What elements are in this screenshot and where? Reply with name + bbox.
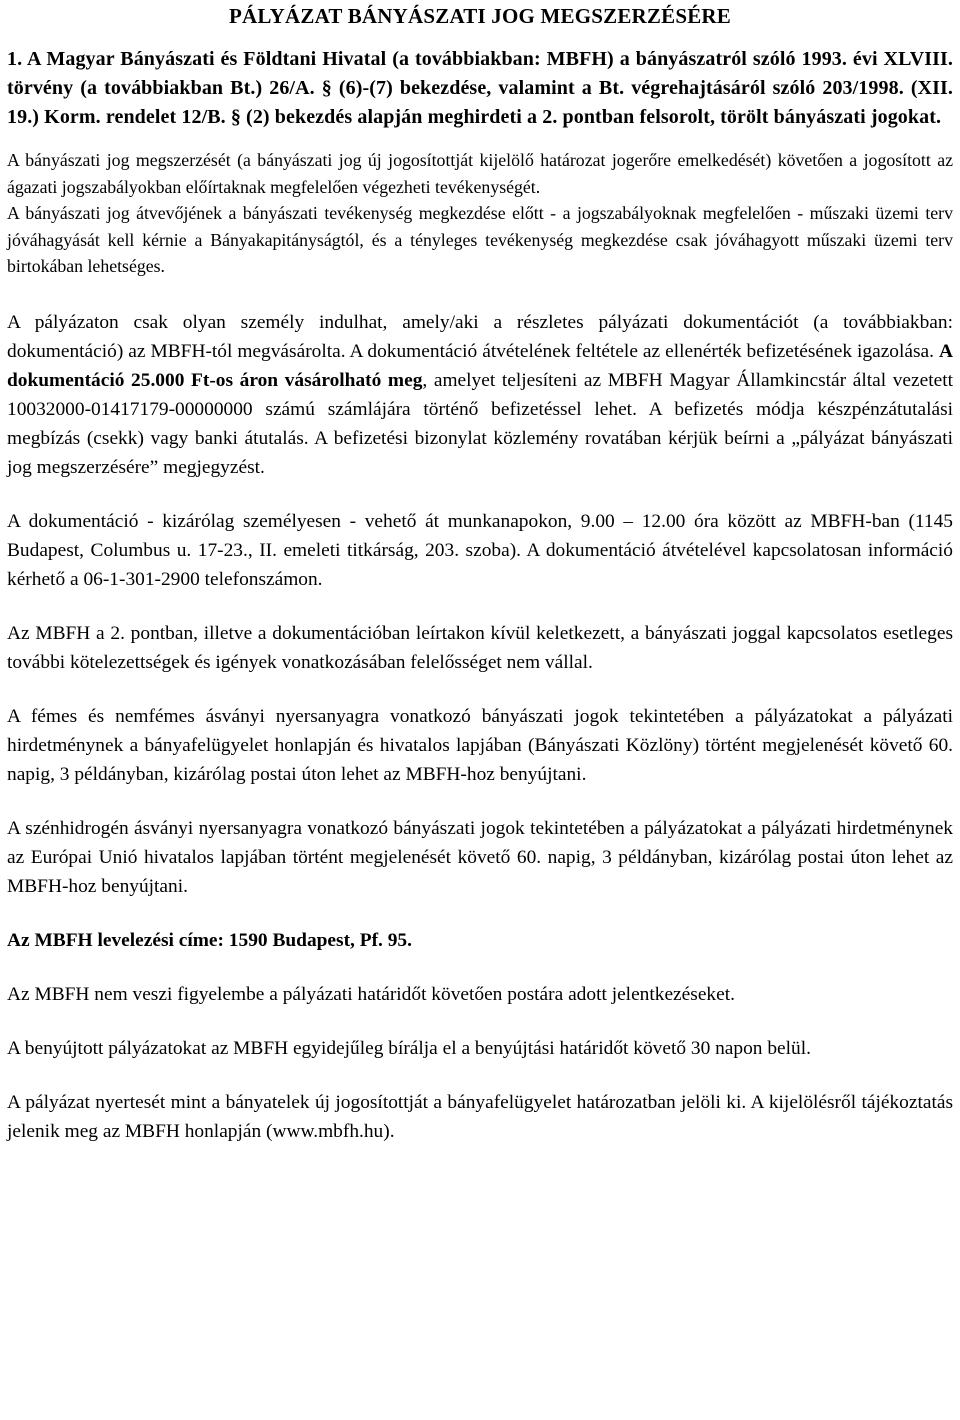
paragraph-operating-plan: A bányászati jog átvevőjének a bányászati tevékenység megkezdése előtt - a jogszabályoknak megfelelően - műszaki üzemi terv jóváhagyását kell kérnie a Bányakapitányságtól, és a tényleges tevékenység megkezdése csak jóváhagyott műszaki üzemi terv birtokában lehetséges. bbox=[7, 203, 953, 276]
documentation-text-b: , amelyet teljesíteni az MBFH Magyar Államkincstár által vezetett 10032000-01417179-00000000 számú számlájára történő befizetéssel lehet. A befizetés módja készpénzátutalási megbízás (csekk) vagy banki átutalás. A befizetési bizonylat közlemény rovatában kérjük beírni a „pályázat bányászati jog megszerzésére” megjegyzést. bbox=[7, 369, 954, 478]
paragraph-liability: Az MBFH a 2. pontban, illetve a dokumentációban leírtakon kívül keletkezett, a bányászati joggal kapcsolatos esetleges további kötelezettségek és igények vonatkozásában felelősséget nem vállal. bbox=[7, 622, 953, 673]
paragraph-winner: A pályázat nyertesét mint a bányatelek új jogosítottját a bányafelügyelet határozatban jelöli ki. A kijelölésről tájékoztatás jelenik meg az MBFH honlapján (www.mbfh.hu). bbox=[7, 1091, 953, 1142]
documentation-price: A dokumentáció 25.000 Ft-os áron vásárolható meg bbox=[7, 340, 953, 391]
mailing-address: Az MBFH levelezési címe: 1590 Budapest, Pf. 95. bbox=[7, 929, 412, 951]
paragraph-acquisition: A bányászati jog megszerzését (a bányászati jog új jogosítottját kijelölő határozat jogerőre emelkedését) követően a jogosított az ágazati jogszabályokban előírtaknak megfelelően végezheti tevékenységét. bbox=[7, 150, 953, 197]
paragraph-metallic-minerals: A fémes és nemfémes ásványi nyersanyagra vonatkozó bányászati jogok tekintetében a pályázatokat a pályázati hirdetménynek a bányafelügyelet honlapján és hivatalos lapjában (Bányászati Közlöny) történt megjelenését követő 60. napig, 3 példányban, kizárólag postai úton lehet az MBFH-hoz benyújtani. bbox=[7, 705, 953, 785]
document-page bbox=[7, 0, 953, 1146]
paragraph-deadline: Az MBFH nem veszi figyelembe a pályázati határidőt követően postára adott jelentkezéseket. bbox=[7, 983, 735, 1005]
paragraph-evaluation: A benyújtott pályázatokat az MBFH egyidejűleg bírálja el a benyújtási határidőt követő 30 napon belül. bbox=[7, 1037, 811, 1059]
intro-paragraph: 1. A Magyar Bányászati és Földtani Hivatal (a továbbiakban: MBFH) a bányászatról szóló 1993. évi XLVIII. törvény (a továbbiakban Bt.) 26/A. § (6)-(7) bekezdése, valamint a Bt. végrehajtásáról szóló 203/1998. (XII. 19.) Korm. rendelet 12/B. § (2) bekezdés alapján meghirdeti a 2. pontban felsorolt, törölt bányászati jogokat. bbox=[7, 48, 953, 128]
paragraph-documentation bbox=[7, 308, 953, 482]
documentation-text-a: A pályázaton csak olyan személy indulhat, amely/aki a részletes pályázati dokumentációt (a továbbiakban: dokumentáció) az MBFH-tól megvásárolta. A dokumentáció átvételének feltétele az ellenérték befizetésének igazolása. bbox=[7, 311, 953, 362]
paragraph-hydrocarbons: A szénhidrogén ásványi nyersanyagra vonatkozó bányászati jogok tekintetében a pályázatokat a pályázati hirdetménynek az Európai Unió hivatalos lapjában történt megjelenését követő 60. napig, 3 példányban, kizárólag postai úton lehet az MBFH-hoz benyújtani. bbox=[7, 817, 953, 897]
paragraph-pickup: A dokumentáció - kizárólag személyesen - vehető át munkanapokon, 9.00 – 12.00 óra között az MBFH-ban (1145 Budapest, Columbus u. 17-23., II. emeleti titkárság, 203. szoba). A dokumentáció átvételével kapcsolatosan információ kérhető a 06-1-301-2900 telefonszámon. bbox=[7, 510, 953, 590]
document-title: PÁLYÁZAT BÁNYÁSZATI JOG MEGSZERZÉSÉRE bbox=[229, 4, 731, 28]
